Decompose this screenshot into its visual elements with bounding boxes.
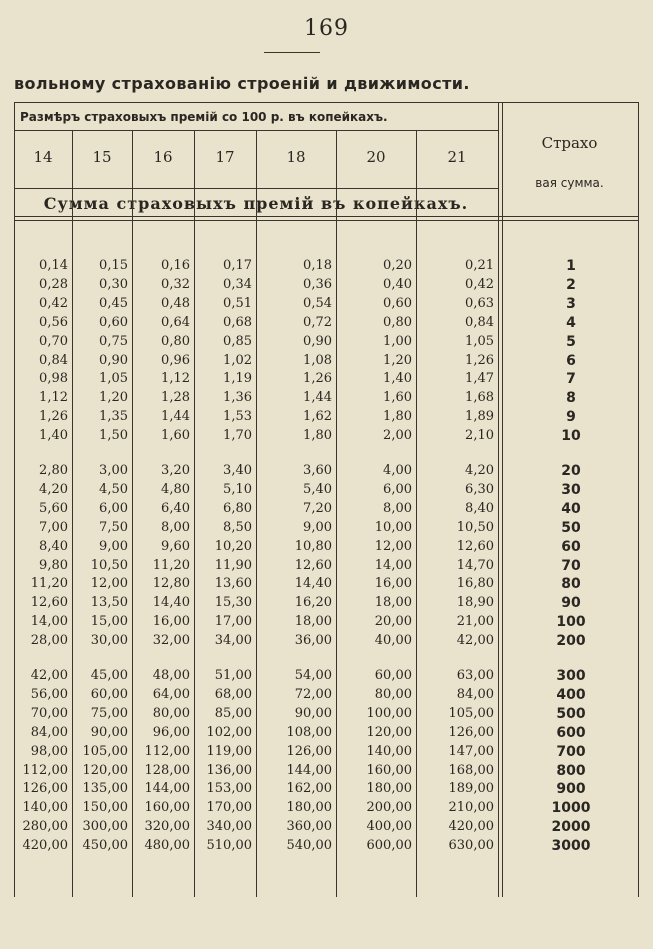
- premium-cell: 0,21: [465, 258, 494, 273]
- premium-cell: 140,00: [22, 800, 68, 816]
- insured-sum-cell: 7: [566, 371, 576, 388]
- premium-cell: 1,02: [223, 352, 252, 368]
- premium-cell: 10,00: [374, 519, 412, 535]
- insured-sum-cell: 60: [561, 538, 581, 555]
- premium-cell: 400,00: [366, 819, 412, 835]
- premium-cell: 63,00: [456, 668, 494, 683]
- premium-cell: 1,26: [465, 352, 494, 368]
- premium-cell: 144,00: [144, 781, 190, 797]
- premium-cell: 170,00: [206, 800, 252, 816]
- page-number-rule: [264, 52, 320, 53]
- premium-cell: 630,00: [448, 838, 494, 854]
- premium-cell: 0,48: [161, 295, 190, 311]
- premium-cell: 280,00: [22, 819, 68, 835]
- premium-cell: 0,75: [99, 333, 128, 349]
- premium-cell: 0,60: [99, 314, 128, 330]
- premium-cell: 540,00: [286, 838, 332, 854]
- premium-cell: 360,00: [286, 819, 332, 835]
- insured-sum-cell: 300: [556, 668, 586, 684]
- premium-cell: 42,00: [456, 633, 494, 649]
- premium-cell: 105,00: [82, 743, 128, 759]
- premium-cell: 90,00: [294, 705, 332, 721]
- premium-cell: 8,00: [161, 519, 190, 535]
- premium-cell: 80,00: [152, 705, 190, 721]
- insured-sum-cell: 4: [566, 314, 576, 331]
- premium-cell: 1,26: [39, 409, 68, 425]
- premium-cell: 7,00: [39, 519, 68, 535]
- premium-cell: 10,50: [456, 519, 494, 535]
- premium-cell: 15,30: [214, 595, 252, 611]
- premium-cell: 4,80: [161, 481, 190, 497]
- premium-cell: 126,00: [286, 743, 332, 759]
- insured-sum-cell: 70: [561, 557, 581, 574]
- premium-cell: 60,00: [90, 686, 128, 702]
- insured-sum-cell: 100: [556, 614, 586, 631]
- premium-cell: 1,60: [161, 428, 190, 444]
- premium-cell: 160,00: [366, 762, 412, 778]
- premium-cell: 1,80: [383, 409, 412, 425]
- premium-cell: 11,20: [152, 557, 190, 573]
- premium-cell: 0,90: [99, 352, 128, 368]
- premium-cell: 1,12: [161, 371, 190, 387]
- premium-cell: 2,80: [39, 463, 68, 478]
- premium-cell: 120,00: [82, 762, 128, 778]
- premium-cell: 1,40: [383, 371, 412, 387]
- premium-cell: 5,60: [39, 500, 68, 516]
- premium-cell: 20,00: [374, 614, 412, 630]
- premium-cell: 48,00: [152, 668, 190, 683]
- premium-cell: 0,85: [223, 333, 252, 349]
- insured-sum-cell: 20: [561, 463, 581, 479]
- premium-cell: 10,20: [214, 538, 252, 554]
- premium-cell: 40,00: [374, 633, 412, 649]
- insured-sum-cell: 50: [561, 519, 581, 536]
- premium-cell: 0,72: [303, 314, 332, 330]
- premium-cell: 28,00: [30, 633, 68, 649]
- premium-cell: 9,00: [303, 519, 332, 535]
- premium-cell: 0,42: [39, 295, 68, 311]
- premium-cell: 0,51: [223, 295, 252, 311]
- premium-cell: 0,54: [303, 295, 332, 311]
- premium-cell: 300,00: [82, 819, 128, 835]
- premium-cell: 1,44: [161, 409, 190, 425]
- premium-cell: 112,00: [22, 762, 68, 778]
- premium-cell: 1,19: [223, 371, 252, 387]
- premium-cell: 119,00: [206, 743, 252, 759]
- premium-cell: 68,00: [214, 686, 252, 702]
- page-heading: вольному страхованію строеній и движимости.: [14, 74, 470, 93]
- premium-cell: 0,63: [465, 295, 494, 311]
- premium-cell: 14,70: [456, 557, 494, 573]
- insured-sum-cell: 2000: [551, 819, 591, 836]
- premium-cell: 4,20: [39, 481, 68, 497]
- premium-cell: 200,00: [366, 800, 412, 816]
- premium-cell: 2,10: [465, 428, 494, 444]
- premium-cell: 105,00: [448, 705, 494, 721]
- premium-cell: 15,00: [90, 614, 128, 630]
- premium-cell: 64,00: [152, 686, 190, 702]
- premium-cell: 100,00: [366, 705, 412, 721]
- premium-cell: 1,70: [223, 428, 252, 444]
- premium-cell: 16,20: [294, 595, 332, 611]
- premium-cell: 4,20: [465, 463, 494, 478]
- table-top-rule: [14, 102, 639, 103]
- premium-cell: 160,00: [144, 800, 190, 816]
- premium-cell: 6,40: [161, 500, 190, 516]
- premium-cell: 9,60: [161, 538, 190, 554]
- premium-cell: 51,00: [214, 668, 252, 683]
- premium-cell: 1,53: [223, 409, 252, 425]
- premium-cell: 0,84: [465, 314, 494, 330]
- premium-cell: 16,00: [374, 576, 412, 592]
- premium-cell: 144,00: [286, 762, 332, 778]
- insured-sum-cell: 9: [566, 409, 576, 426]
- rate-column-header: 16: [153, 148, 173, 166]
- premium-cell: 1,60: [383, 390, 412, 406]
- premium-cell: 12,00: [374, 538, 412, 554]
- premium-cell: 0,14: [39, 258, 68, 273]
- insured-sum-cell: 700: [556, 743, 586, 760]
- premium-cell: 0,84: [39, 352, 68, 368]
- premium-cell: 480,00: [144, 838, 190, 854]
- premium-cell: 0,64: [161, 314, 190, 330]
- premium-cell: 16,80: [456, 576, 494, 592]
- rate-column-header: 15: [92, 148, 112, 166]
- premium-cell: 0,34: [223, 276, 252, 292]
- rate-column-header: 14: [33, 148, 53, 166]
- premium-cell: 1,62: [303, 409, 332, 425]
- premium-cell: 30,00: [90, 633, 128, 649]
- insured-sum-cell: 40: [561, 500, 581, 517]
- premium-cell: 3,00: [99, 463, 128, 478]
- insured-sum-cell: 800: [556, 762, 586, 779]
- premium-cell: 6,00: [383, 481, 412, 497]
- premium-cell: 1,28: [161, 390, 190, 406]
- premium-cell: 168,00: [448, 762, 494, 778]
- column-rule: [14, 102, 15, 897]
- premium-cell: 1,05: [465, 333, 494, 349]
- premium-cell: 14,00: [30, 614, 68, 630]
- premium-cell: 4,50: [99, 481, 128, 497]
- premium-cell: 420,00: [22, 838, 68, 854]
- insured-sum-cell: 900: [556, 781, 586, 798]
- premium-cell: 7,50: [99, 519, 128, 535]
- premium-cell: 11,90: [214, 557, 252, 573]
- premium-cell: 112,00: [144, 743, 190, 759]
- premium-cell: 0,17: [223, 258, 252, 273]
- premium-cell: 80,00: [374, 686, 412, 702]
- premium-cell: 1,47: [465, 371, 494, 387]
- premium-cell: 120,00: [366, 724, 412, 740]
- premium-cell: 1,40: [39, 428, 68, 444]
- premium-cell: 162,00: [286, 781, 332, 797]
- premium-cell: 8,50: [223, 519, 252, 535]
- premium-cell: 320,00: [144, 819, 190, 835]
- premium-cell: 18,00: [294, 614, 332, 630]
- premium-cell: 90,00: [90, 724, 128, 740]
- premium-cell: 1,05: [99, 371, 128, 387]
- premium-cell: 0,98: [39, 371, 68, 387]
- premium-cell: 510,00: [206, 838, 252, 854]
- premium-cell: 150,00: [82, 800, 128, 816]
- premium-cell: 96,00: [152, 724, 190, 740]
- premium-cell: 1,12: [39, 390, 68, 406]
- premium-cell: 10,50: [90, 557, 128, 573]
- rate-column-header: 17: [215, 148, 235, 166]
- premium-cell: 147,00: [448, 743, 494, 759]
- premium-cell: 45,00: [90, 668, 128, 683]
- premium-cell: 0,36: [303, 276, 332, 292]
- premium-cell: 135,00: [82, 781, 128, 797]
- premium-cell: 5,40: [303, 481, 332, 497]
- premium-cell: 3,20: [161, 463, 190, 478]
- premium-cell: 5,10: [223, 481, 252, 497]
- premium-cell: 9,00: [99, 538, 128, 554]
- premium-cell: 8,40: [465, 500, 494, 516]
- premium-table: [14, 102, 639, 897]
- premium-cell: 600,00: [366, 838, 412, 854]
- premium-cell: 70,00: [30, 705, 68, 721]
- column-rule-double: [502, 102, 503, 897]
- insured-sum-header-line1: Страхо: [541, 134, 598, 152]
- insured-sum-cell: 6: [566, 352, 576, 369]
- premium-cell: 140,00: [366, 743, 412, 759]
- premium-cell: 72,00: [294, 686, 332, 702]
- insured-sum-cell: 400: [556, 686, 586, 703]
- premium-cell: 0,70: [39, 333, 68, 349]
- premium-cell: 12,60: [30, 595, 68, 611]
- premium-cell: 1,44: [303, 390, 332, 406]
- premium-cell: 2,00: [383, 428, 412, 444]
- premium-cell: 126,00: [22, 781, 68, 797]
- premium-cell: 0,60: [383, 295, 412, 311]
- premium-cell: 0,96: [161, 352, 190, 368]
- premium-cell: 21,00: [456, 614, 494, 630]
- insured-sum-cell: 500: [556, 705, 586, 722]
- insured-sum-cell: 600: [556, 724, 586, 741]
- premium-cell: 18,00: [374, 595, 412, 611]
- premium-cell: 180,00: [366, 781, 412, 797]
- premium-cell: 0,42: [465, 276, 494, 292]
- premium-cell: 1,20: [99, 390, 128, 406]
- premium-cell: 0,30: [99, 276, 128, 292]
- header-bottom-rule: [14, 216, 639, 217]
- premium-cell: 126,00: [448, 724, 494, 740]
- insured-sum-cell: 1: [566, 258, 576, 274]
- premium-cell: 0,32: [161, 276, 190, 292]
- premium-cell: 1,26: [303, 371, 332, 387]
- premium-cell: 108,00: [286, 724, 332, 740]
- premium-cell: 34,00: [214, 633, 252, 649]
- premium-cell: 1,08: [303, 352, 332, 368]
- premium-cell: 12,00: [90, 576, 128, 592]
- premium-cell: 16,00: [152, 614, 190, 630]
- premium-cell: 0,45: [99, 295, 128, 311]
- premium-cell: 7,20: [303, 500, 332, 516]
- premium-cell: 0,80: [383, 314, 412, 330]
- premium-cell: 6,80: [223, 500, 252, 516]
- premium-cell: 4,00: [383, 463, 412, 478]
- premium-cell: 84,00: [456, 686, 494, 702]
- premium-cell: 0,80: [161, 333, 190, 349]
- premium-cell: 180,00: [286, 800, 332, 816]
- premium-cell: 3,40: [223, 463, 252, 478]
- insured-sum-cell: 2: [566, 276, 576, 293]
- insured-sum-cell: 10: [561, 428, 581, 445]
- insured-sum-cell: 200: [556, 633, 586, 650]
- insured-sum-cell: 30: [561, 481, 581, 498]
- premium-cell: 102,00: [206, 724, 252, 740]
- premium-cell: 60,00: [374, 668, 412, 683]
- premium-cell: 0,28: [39, 276, 68, 292]
- premium-cell: 340,00: [206, 819, 252, 835]
- premium-cell: 0,56: [39, 314, 68, 330]
- premium-cell: 84,00: [30, 724, 68, 740]
- insured-sum-cell: 5: [566, 333, 576, 350]
- premium-cell: 14,40: [152, 595, 190, 611]
- premium-cell: 420,00: [448, 819, 494, 835]
- premium-cell: 75,00: [90, 705, 128, 721]
- premium-cell: 128,00: [144, 762, 190, 778]
- premium-cell: 42,00: [30, 668, 68, 683]
- premium-cell: 12,60: [456, 538, 494, 554]
- premium-cell: 189,00: [448, 781, 494, 797]
- premium-cell: 0,20: [383, 258, 412, 273]
- rate-column-header: 21: [447, 148, 467, 166]
- premium-cell: 0,18: [303, 258, 332, 273]
- insured-sum-cell: 90: [561, 595, 581, 612]
- column-rule: [498, 102, 499, 897]
- premium-cell: 14,00: [374, 557, 412, 573]
- premium-cell: 1,35: [99, 409, 128, 425]
- page-number: 169: [304, 16, 349, 41]
- insured-sum-cell: 3000: [551, 838, 591, 855]
- premium-cell: 56,00: [30, 686, 68, 702]
- insured-sum-cell: 8: [566, 390, 576, 407]
- premium-cell: 3,60: [303, 463, 332, 478]
- premium-cell: 10,80: [294, 538, 332, 554]
- header-bottom-rule-2: [14, 220, 639, 221]
- premium-cell: 450,00: [82, 838, 128, 854]
- insured-sum-header-line2: вая сумма.: [535, 176, 604, 190]
- premium-cell: 1,89: [465, 409, 494, 425]
- premium-cell: 8,00: [383, 500, 412, 516]
- premium-cell: 1,50: [99, 428, 128, 444]
- premium-cell: 14,40: [294, 576, 332, 592]
- premium-cell: 8,40: [39, 538, 68, 554]
- premium-cell: 98,00: [30, 743, 68, 759]
- premium-cell: 136,00: [206, 762, 252, 778]
- premium-cell: 85,00: [214, 705, 252, 721]
- premium-cell: 1,36: [223, 390, 252, 406]
- premium-cell: 54,00: [294, 668, 332, 683]
- premium-cell: 17,00: [214, 614, 252, 630]
- premium-cell: 0,16: [161, 258, 190, 273]
- premium-cell: 1,20: [383, 352, 412, 368]
- insured-sum-cell: 1000: [551, 800, 591, 817]
- premium-cell: 13,50: [90, 595, 128, 611]
- table-right-rule: [638, 102, 639, 897]
- premium-cell: 11,20: [30, 576, 68, 592]
- premium-cell: 0,15: [99, 258, 128, 273]
- premium-cell: 18,90: [456, 595, 494, 611]
- rate-column-header: 18: [286, 148, 306, 166]
- premium-cell: 0,40: [383, 276, 412, 292]
- premium-cell: 210,00: [448, 800, 494, 816]
- premium-cell: 12,80: [152, 576, 190, 592]
- premium-cell: 36,00: [294, 633, 332, 649]
- premium-cell: 6,00: [99, 500, 128, 516]
- premium-cell: 6,30: [465, 481, 494, 497]
- insured-sum-cell: 80: [561, 576, 581, 593]
- premium-cell: 12,60: [294, 557, 332, 573]
- sum-label: Сумма страховыхъ премій въ копейкахъ.: [43, 194, 469, 213]
- premium-cell: 0,90: [303, 333, 332, 349]
- insured-sum-cell: 3: [566, 295, 576, 312]
- premium-title: Размѣръ страховыхъ премій со 100 р. въ копейкахъ.: [20, 110, 388, 124]
- premium-cell: 13,60: [214, 576, 252, 592]
- premium-cell: 32,00: [152, 633, 190, 649]
- premium-cell: 9,80: [39, 557, 68, 573]
- premium-cell: 1,00: [383, 333, 412, 349]
- premium-cell: 0,68: [223, 314, 252, 330]
- premium-cell: 1,68: [465, 390, 494, 406]
- rate-column-header: 20: [366, 148, 386, 166]
- premium-cell: 1,80: [303, 428, 332, 444]
- premium-cell: 153,00: [206, 781, 252, 797]
